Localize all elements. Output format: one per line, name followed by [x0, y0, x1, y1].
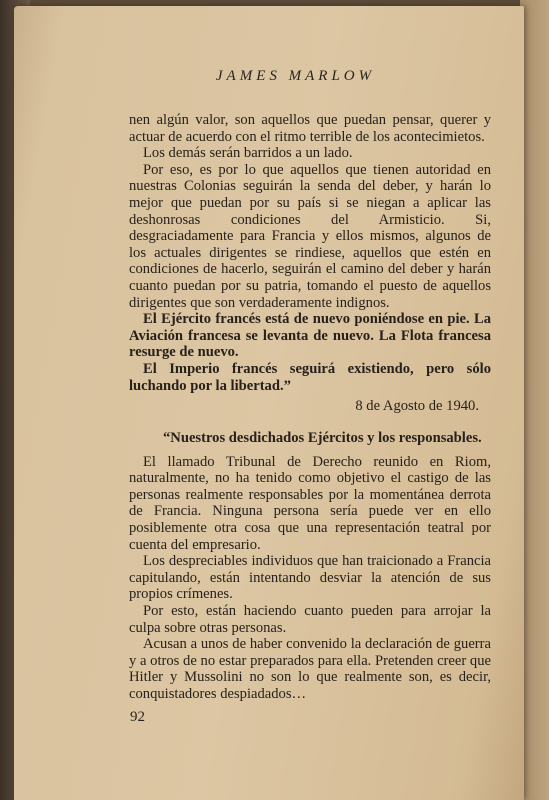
page-number: 92: [130, 709, 145, 725]
page-body: [129, 112, 491, 703]
paragraph: Por eso, es por lo que aquellos que tienen autoridad en nuestras Colonias seguirán la senda del deber, y harán lo mejor que puedan por su país si se niegan a aplicar las deshonrosas condiciones del Armisticio. Si, desgraciadamente para Francia y ellos mismos, algunos de los actuales dirigentes se rindiese, aquellos que estén en condiciones de hacerlo, seguirán el camino del deber y harán cuanto puedan por su patria, tomando el puesto de aquellos dirigentes que son verdaderamente indignos.: [129, 161, 491, 311]
paragraph: Los despreciables individuos que han traicionado a Francia capitulando, están intentando desviar la atención de sus propios crímenes.: [129, 553, 491, 603]
paragraph: Acusan a unos de haber convenido la declaración de guerra y a otros de no estar preparados para ella. Pretenden creer que Hitler y Mussolini no son lo que realmente son, es decir, conquistadores despiadados…: [129, 636, 491, 702]
running-head: JAMES MARLOW: [215, 68, 376, 84]
paragraph-continuation: nen algún valor, son aquellos que puedan pensar, querer y actuar de acuerdo con el ritmo terrible de los acontecimietos.: [129, 112, 491, 145]
adjacent-page-edge: [520, 0, 549, 800]
paragraph: El llamado Tribunal de Derecho reunido en Riom, naturalmente, no ha tenido como objetivo el castigo de las personas realmente responsables por la momentánea derrota de Francia. Ninguna persona sería puede ver en ello posiblemente otra cosa que una representación teatral por cuenta del empresario.: [129, 453, 491, 553]
date-line: 8 de Agosto de 1940.: [355, 398, 479, 415]
paragraph: Los demás serán barridos a un lado.: [143, 145, 353, 162]
paragraph: Por esto, están haciendo cuanto pueden para arrojar la culpa sobre otras personas.: [129, 603, 491, 636]
section-heading: “Nuestros desdichados Ejércitos y los responsables.: [163, 429, 482, 446]
paragraph-bold: El Ejército francés está de nuevo poniéndose en pie. La Aviación francesa se levanta de nuevo. La Flota francesa resurge de nuevo.: [129, 311, 491, 361]
paragraph-bold: El Imperio francés seguirá existiendo, pero sólo luchando por la libertad.”: [129, 360, 491, 394]
